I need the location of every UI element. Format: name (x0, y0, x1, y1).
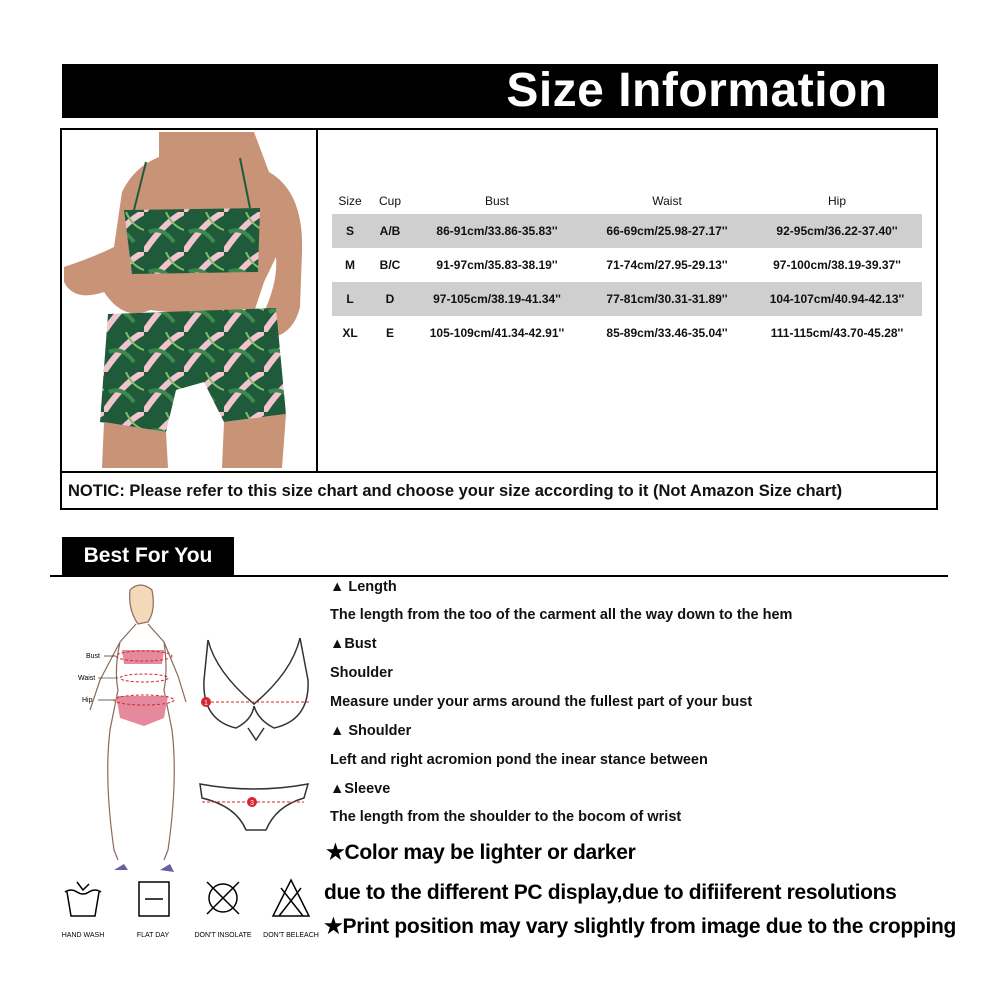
shoulder-heading: ▲ Shoulder (330, 723, 412, 739)
table-cell: 71-74cm/27.95-29.13'' (606, 258, 728, 272)
hip-diagram-label: Hip (82, 697, 93, 704)
marker-1-label: 1 (204, 700, 208, 707)
model-photo (64, 132, 314, 468)
do-not-tumble-dry-icon (201, 876, 245, 920)
table-cell: 97-100cm/38.19-39.37'' (773, 258, 901, 272)
chart-divider-horizontal (60, 471, 938, 473)
table-row (332, 316, 922, 350)
marker-3-label: 3 (250, 800, 254, 807)
bikini-bottom-outline (200, 784, 308, 830)
shoulder-description: Left and right acromion pond the inear stance between (330, 752, 708, 768)
care-label: DON'T INSOLATE (194, 932, 252, 939)
display-note: due to the different PC display,due to difiiferent resolutions (324, 881, 897, 904)
bikini-top-outline (204, 638, 308, 740)
page-title: Size Information (506, 64, 888, 117)
size-table-header (332, 188, 922, 214)
sleeve-description: The length from the shoulder to the bocom of wrist (330, 809, 682, 825)
care-hand-wash (48, 876, 118, 946)
table-row (332, 214, 922, 248)
measurement-illustration (60, 580, 322, 880)
header-waist: Waist (652, 194, 682, 208)
table-cell: L (332, 282, 368, 316)
table-cell: 66-69cm/25.98-27.17'' (582, 214, 752, 248)
sleeve-heading: ▲Sleeve (330, 781, 391, 797)
chart-divider-vertical (316, 128, 318, 472)
table-cell: 111-115cm/43.70-45.28'' (770, 326, 904, 340)
color-note: ★Color may be lighter or darker (326, 841, 636, 864)
care-label: DON'T BELEACH (263, 932, 319, 939)
care-label: HAND WASH (61, 932, 105, 939)
table-cell: M (345, 258, 355, 272)
header-size: Size (338, 194, 362, 208)
section-rule (50, 575, 948, 577)
size-notice: NOTIC: Please refer to this size chart and choose your size according to it (Not Amazon Size chart) (68, 482, 843, 500)
table-cell: 86-91cm/33.86-35.83'' (412, 214, 582, 248)
length-heading: ▲ Length (330, 579, 397, 595)
best-for-you-heading: Best For You (83, 544, 213, 567)
bust-subheading: Shoulder (330, 665, 393, 681)
table-cell: D (368, 282, 412, 316)
table-cell: B/C (379, 258, 401, 272)
care-no-tumble (188, 876, 258, 946)
header-cup: Cup (378, 194, 401, 208)
size-table (332, 188, 922, 350)
waist-diagram-label: Waist (78, 675, 96, 682)
length-description: The length from the too of the carment all the way down to the hem (330, 607, 793, 623)
bust-description: Measure under your arms around the fullest part of your bust (330, 694, 753, 710)
figure-bottom-sketch (116, 696, 168, 726)
table-cell: 104-107cm/40.94-42.13'' (752, 282, 922, 316)
title-banner (62, 64, 938, 118)
table-cell: 77-81cm/30.31-31.89'' (582, 282, 752, 316)
table-cell: 85-89cm/33.46-35.04'' (606, 326, 728, 340)
table-cell: 105-109cm/41.34-42.91'' (429, 326, 565, 340)
bust-diagram-label: Bust (86, 653, 101, 660)
do-not-bleach-icon (269, 876, 313, 920)
table-cell: 92-95cm/36.22-37.40'' (752, 214, 922, 248)
table-row (332, 282, 922, 316)
print-note: ★Print position may vary slightly from image due to the cropping (324, 915, 957, 938)
flat-dry-icon (131, 876, 175, 920)
table-cell: 91-97cm/35.83-38.19'' (436, 258, 558, 272)
care-label: FLAT DAY (136, 932, 170, 939)
hand-wash-icon (61, 876, 105, 920)
care-no-bleach (256, 876, 326, 946)
table-row (332, 248, 922, 282)
bust-heading: ▲Bust (330, 636, 377, 652)
care-flat-dry (118, 876, 188, 946)
best-for-you-tab (62, 537, 234, 575)
table-cell: E (385, 326, 394, 340)
table-cell: XL (342, 326, 358, 340)
table-cell: 97-105cm/38.19-41.34'' (412, 282, 582, 316)
table-cell: A/B (368, 214, 412, 248)
table-cell: S (332, 214, 368, 248)
header-hip: Hip (827, 194, 846, 208)
header-bust: Bust (484, 194, 509, 208)
